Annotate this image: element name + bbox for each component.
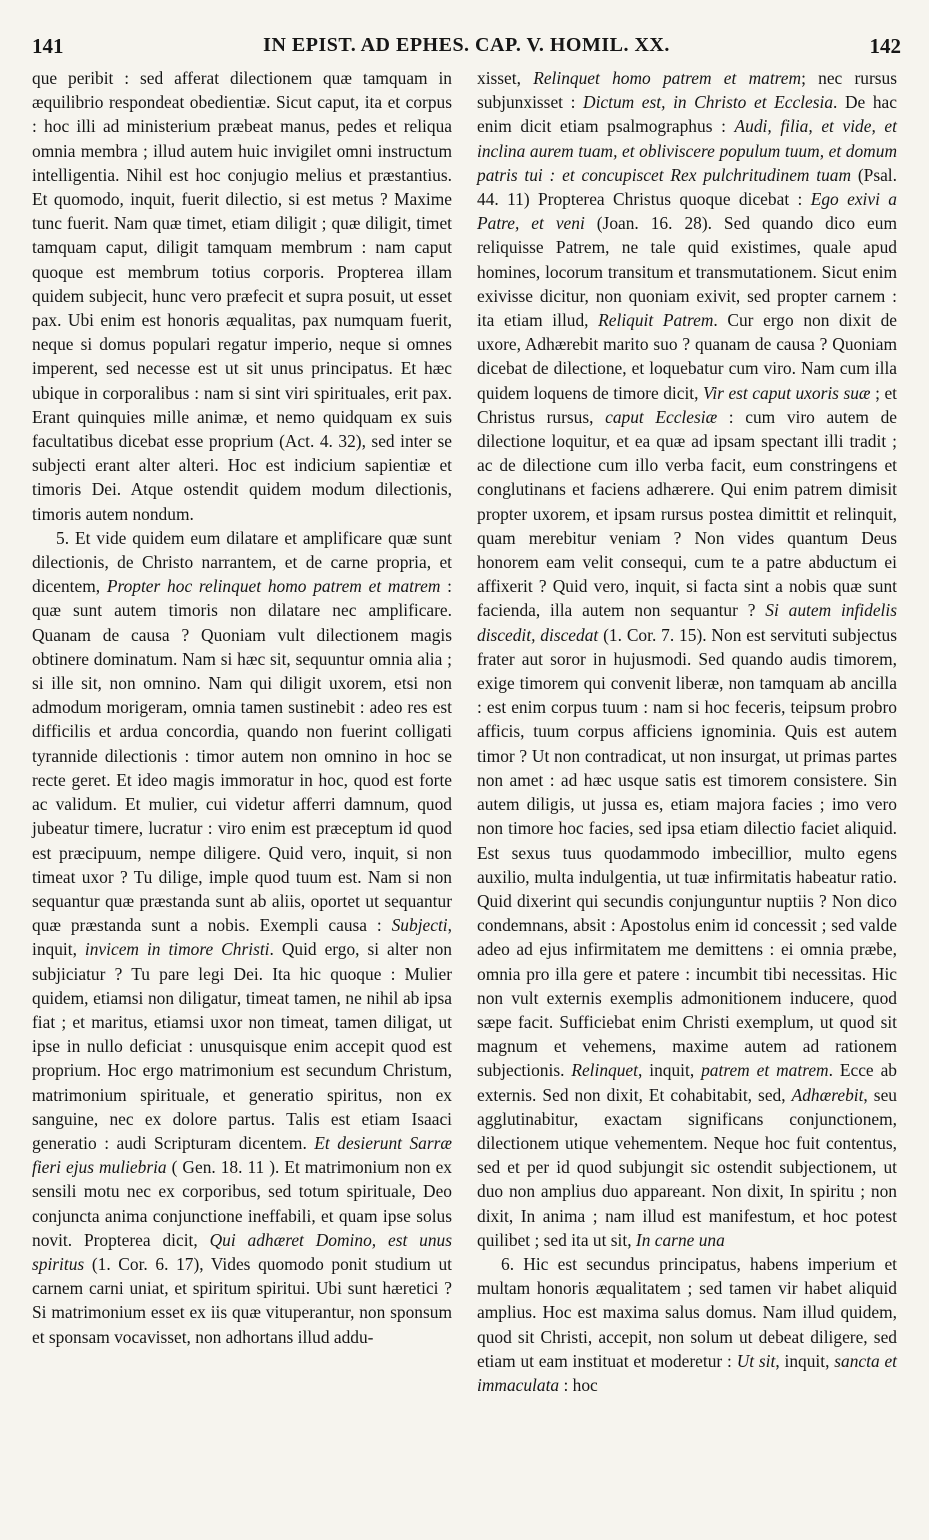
scripture-quote: caput Ecclesiæ bbox=[605, 406, 718, 427]
scripture-quote: Qui adhæret Domino, est unus spiritus bbox=[32, 1229, 453, 1274]
left-column bbox=[32, 66, 452, 1349]
scripture-quote: patrem et matrem bbox=[701, 1060, 829, 1081]
page-header bbox=[32, 30, 901, 58]
scripture-quote: Audi, filia, et vide, et inclina aurem tuam, et obliviscere populum tuum, et domum patris tui : et concupiscet Rex pulchritudinem tuam bbox=[477, 116, 897, 185]
scripture-quote: Reliquit Patrem bbox=[598, 310, 714, 331]
scripture-quote: In carne una bbox=[635, 1229, 725, 1250]
scripture-quote: Subjecti bbox=[391, 915, 448, 936]
paragraph-continued-right: xisset, Relinquet homo patrem et matrem; nec rursus subjunxisset : Dictum est, in Christo et Ecclesia. De hac enim dicit etiam psalmographus : Audi, filia, et vide, et inclina aurem tuam, et obliviscere populum tuum, et domum patris tui : et concupiscet Rex pulchritudinem tuam (Psal. 44. 11) Propterea Christus quoque dicebat : Ego exivi a Patre, et veni (Joan. 16. 28). Sed quando dico eum reliquisse Patrem, ne tale quid existimes, quale apud homines, locorum transitum et transmutationem. Sicut enim exivisse dicitur, non quoniam exivit, sed propter carnem : ita etiam illud, Reliquit Patrem. Cur ergo non dixit de uxore, Adhærebit marito suo ? quanam de causa ? Quoniam dicebat de dilectione, et loquebatur cum viro. Nam cum illa quidem loquens de timore dicit, Vir est caput uxoris suæ ; et Christus rursus, caput Ecclesiæ : cum viro autem de dilectione loquitur, et ea quæ ad ipsam spectant illi tradit ; ac de dilectione cum illo verba facit, eum constringens et conglutinans et faciens adhærere. Qui enim patrem dimisit propter uxorem, et ipsam rursus postea dimittit et relinquit, quam merebitur veniam ? Non vides quantum Deus honorem eam velit consequi, cum te a patre abductum ei affixerit ? Quid vero, inquit, si facta sint a nobis quæ sunt facienda, illa autem non sequantur ? Si autem infidelis discedit, discedat (1. Cor. 7. 15). Non est servituti subjectus frater aut soror in hujusmodi. Sed quando audis timorem, exige timorem qui convenit liberæ, non tamquam ab ancilla : est enim corpus tuum : nam si hoc feceris, teipsum probro afficis, tuum corpus afficiens ignominia. Quis est autem timor ? Ut non contradicat, ut non insurgat, ut primas partes non amet : ad hæc usque satis est timorem consistere. Sin autem diligis, ut jussa es, etiam majora facies ; imo vero non timore hoc facies, sed ipsa etiam dilectio faciet aliquid. Est sexus tuus quodammodo imbecillior, multo egens auxilio, multa indulgentia, ut tuæ infirmitatis habeatur ratio. Quid dixerint qui secundis conjunguntur nuptiis ? Non dico condemnans, absit : Apostolus enim id concessit ; sed valde adeo ad ejus infirmitatem me demittens : ei omnia præbe, omnia pro illa gere et patere : incumbit tibi necessitas. Hic non vult externis exemplis admonitionem inducere, quod sæpe facit. Sufficiebat enim Christi exemplum, ut quod sit magnum et vehemens, maxime autem ad rationem subjectionis. Relinquet, inquit, patrem et matrem. Ecce ab externis. Sed non dixit, Et cohabitabit, sed, Adhærebit, seu agglutinabitur, exactam significans conjunctionem, dilectionem utique vehementem. Neque hoc fuit contentus, sed et per id quod subjungit sic ostendit subjectionem, ut duo non amplius duo appareant. Non dixit, In spiritu ; non dixit, In anima ; nam illud est manifestum, et hoc potest quilibet ; sed ita ut sit, In carne una bbox=[477, 68, 898, 1250]
paragraph-6: 6. Hic est secundus principatus, habens imperium et multam honoris æqualitatem ; sed tamen vir habet aliquid amplius. Hoc est maxima salus domus. Nam illud quidem, quod sit Christi, accepit, non solum ut debeat diligere, sed etiam ut eam instituat et moderetur : Ut sit, inquit, sancta et immaculata : hoc bbox=[477, 1253, 897, 1395]
running-title: IN EPIST. AD EPHES. CAP. V. HOMIL. XX. bbox=[263, 34, 670, 56]
scripture-quote: Ego exivi a Patre, et veni bbox=[477, 189, 897, 234]
scripture-quote: Adhærebit bbox=[791, 1084, 864, 1105]
scripture-quote: Propter hoc relinquet homo patrem et matrem bbox=[106, 576, 441, 597]
scripture-quote: Vir est caput uxoris suæ bbox=[702, 382, 871, 403]
scripture-quote: sancta et immaculata bbox=[477, 1350, 897, 1395]
page-number-left: 141 bbox=[32, 34, 64, 58]
page-number-right: 142 bbox=[869, 34, 901, 58]
scripture-quote: Si autem infidelis discedit, discedat bbox=[477, 600, 897, 645]
right-column bbox=[477, 66, 897, 1397]
scripture-quote: Et desierunt Sarræ fieri ejus muliebria bbox=[32, 1132, 452, 1178]
scripture-quote: invicem in timore Christi bbox=[84, 939, 270, 960]
scripture-quote: Ut sit bbox=[736, 1350, 776, 1371]
paragraph-5: 5. Et vide quidem eum dilatare et amplificare quæ sunt dilectionis, de Christo narrantem, et de carne propria, et dicentem, Propter hoc relinquet homo patrem et matrem : quæ sunt autem timoris non dilatare nec amplificare. Quanam de causa ? Quoniam vult dilectionem magis obtinere dominatum. Nam si hæc sit, sequuntur omnia alia ; si ille sit, non omnino. Nam qui diligit uxorem, etsi non admodum morigeram, omnia tamen sustinebit : adeo res est difficilis et ardua concordia, quando non fuerint colligati tyrannide dilectionis : timor autem non omnino in hoc se recte geret. Et ideo magis immoratur in hoc, quod est forte ac validum. Et mulier, cui videtur afferri damnum, quod jubeatur timere, lucratur : viro enim est præceptum id quod est præcipuum, nempe diligere. Quid vero, inquit, si non timeat uxor ? Tu dilige, imple quod tuum est. Nam si non sequantur quæ præstanda sunt ab aliis, oportet ut sequantur quæ præstanda sunt a nobis. Exempli causa : Subjecti, inquit, invicem in timore Christi. Quid ergo, si alter non subjiciatur ? Tu pare legi Dei. Ita hic quoque : Mulier quidem, etiamsi non diligatur, timeat tamen, ne nihil ab ipsa fiat ; et maritus, etiamsi uxor non timeat, tamen diligat, ut ipse in nullo deficiat : unusquisque enim accepit quod est proprium. Hoc ergo matrimonium est secundum Christum, matrimonium spirituale, et generatio spiritus, non ex sanguine, nec ex dolore partus. Talis est etiam Isaaci generatio : audi Scripturam dicentem. Et desierunt Sarræ fieri ejus muliebria ( Gen. 18. 11 ). Et matrimonium non ex sensili motu nec ex corporibus, sed totum spirituale, Deo conjuncta anima conjunctione ineffabili, et quam ipse solus novit. Propterea dicit, Qui adhæret Domino, est unus spiritus (1. Cor. 6. 17), Vides quomodo ponit studium ut carnem carni uniat, et spiritum spiritui. Ubi sunt hæretici ? Si matrimonium esset ex iis quæ vituperantur, non sponsum et sponsam vocavisset, non adhortans illud addu- bbox=[32, 527, 453, 1347]
scripture-quote: Relinquet homo patrem et matrem bbox=[533, 68, 802, 88]
scripture-quote: Relinquet bbox=[571, 1060, 638, 1081]
paragraph-continued: que peribit : sed afferat dilectionem quæ tamquam in æquilibrio respondeat obedientiæ. Sicut caput, ita et corpus : hoc illi ad ministerium præbeat manus, pedes et reliqua omnia membra ; illud autem huic invigilet omni instructum intelligentia. Nihil est hoc conjugio melius et præstantius. Et quomodo, inquit, fuerit dilectio, si est metus ? Maxime tunc fuerit. Nam quæ timet, etiam diligit ; quæ diligit, timet tamquam caput, diligit tamquam membrum : nam caput quoque est membrum totius corporis. Propterea illam quidem subjecit, hunc vero præfecit et supra posuit, ut esset pax. Ubi enim est honoris æqualitas, pax numquam fuerit, neque si domus populari regatur imperio, neque si omnes imperent, sed necesse est ut sit unus principatus. Et hæc ubique in corporalibus : nam si sint viri spirituales, erit pax. Erant quinquies mille animæ, et nemo quidquam ex suis facultatibus dicebat esse proprium (Act. 4. 32), sed inter se subjecti erant alter alteri. Hoc est indicium sapientiæ et timoris Dei. Atque ostendit quidem modum dilectionis, timoris autem nondum. bbox=[32, 68, 452, 524]
scripture-quote: Dictum est, in Christo et Ecclesia bbox=[583, 92, 834, 113]
